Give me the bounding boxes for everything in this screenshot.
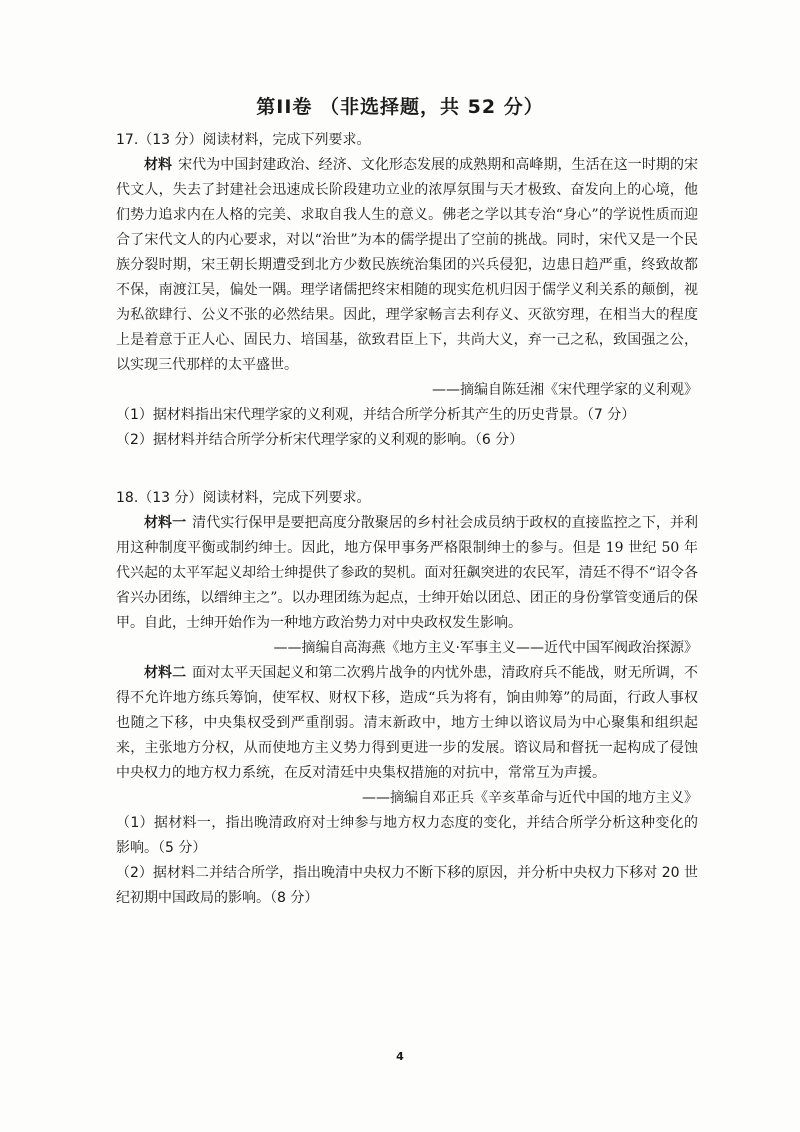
- page-number: 4: [396, 1050, 404, 1063]
- question-17-sub1: （1）据材料指出宋代理学家的义利观，并结合所学分析其产生的历史背景。（7 分）: [116, 407, 636, 423]
- material-text: 宋代为中国封建政治、经济、文化形态发展的成熟期和高峰期，生活在这一时期的宋代文人，失去了封建社会迅速成长阶段建功立业的浓厚氛围与天才极致、奋发向上的心境，他们势力追求内在人格的完美、求取自我人生的意义。佛老之学以其专治“身心”的学说性质而迎合了宋代文人的内心要求，对以“治世”为本的儒学提出了空前的挑战。同时，宋代又是一个民族分裂时期，宋王朝长期遭受到北方少数民族统治集团的兴兵侵犯，边患日趋严重，终致故都不保，南渡江吴，偏处一隅。理学诸儒把终宋相随的现实危机归因于儒学义利关系的颠倒，视为私欲肆行、公义不张的必然结果。因此，理学家畅言去利存义、灭欲穷理，在相当大的程度上是着意于正人心、固民力、培国基，欲致君臣上下，共尚大义，弃一己之私，致国强之公，以实现三代那样的太平盛世。: [116, 157, 699, 373]
- question-17-sub2: （2）据材料并结合所学分析宋代理学家的义利观的影响。（6 分）: [116, 432, 524, 448]
- question-18-material2: [116, 661, 698, 786]
- material2-text: 面对太平天国起义和第二次鸦片战争的内忧外患，清政府兵不能战，财无所调，不得不允许地方练兵筹饷，使军权、财权下移，造成“兵为将有，饷由帅筹”的局面，行政人事权也随之下移，中央集权受到严重削弱。清末新政中，地方士绅以谘议局为中心聚集和组织起来，主张地方分权，从而使地方主义势力得到更进一步的发展。谘议局和督抚一起构成了侵蚀中央权力的地方权力系统，在反对清廷中央集权措施的对抗中，常常互为声援。: [116, 665, 699, 781]
- question-18-material1: [116, 511, 698, 636]
- question-17: [116, 128, 698, 453]
- section-title: 第II卷 （非选择题，共 52 分）: [256, 96, 544, 118]
- material1-label: 材料一: [144, 515, 187, 531]
- material2-label: 材料二: [144, 665, 187, 681]
- question-17-heading: 17.（13 分）阅读材料，完成下列要求。: [116, 132, 371, 148]
- question-18-heading: 18.（13 分）阅读材料，完成下列要求。: [116, 490, 371, 506]
- question-17-material: [116, 153, 698, 378]
- question-18: [116, 486, 698, 911]
- material-label: 材料: [144, 157, 173, 173]
- question-18-material2-source: ——摘编自邓正兵《辛亥革命与近代中国的地方主义》: [362, 790, 698, 806]
- question-18-material1-source: ——摘编自高海燕《地方主义·军事主义——近代中国军阀政治探源》: [273, 640, 698, 656]
- material1-text: 清代实行保甲是要把高度分散聚居的乡村社会成员纳于政权的直接监控之下，并利用这种制度平衡或制约绅士。因此，地方保甲事务严格限制绅士的参与。但是 19 世纪 50 年代兴起的太平军起义却给士绅提供了参政的契机。面对狂飙突进的农民军，清廷不得不“诏令各省兴办团练，以缙绅主之”。以办理团练为起点，士绅开始以团总、团正的身份掌管变通后的保甲。自此，士绅开始作为一种地方政治势力对中央政权发生影响。: [116, 515, 699, 631]
- question-18-sub2: （2）据材料二并结合所学，指出晚清中央权力不断下移的原因，并分析中央权力下移对 20 世纪初期中国政局的影响。（8 分）: [116, 865, 698, 906]
- question-18-sub1: （1）据材料一，指出晚清政府对士绅参与地方权力态度的变化，并结合所学分析这种变化的影响。（5 分）: [116, 815, 698, 856]
- question-17-source: ——摘编自陈廷湘《宋代理学家的义利观》: [432, 382, 698, 398]
